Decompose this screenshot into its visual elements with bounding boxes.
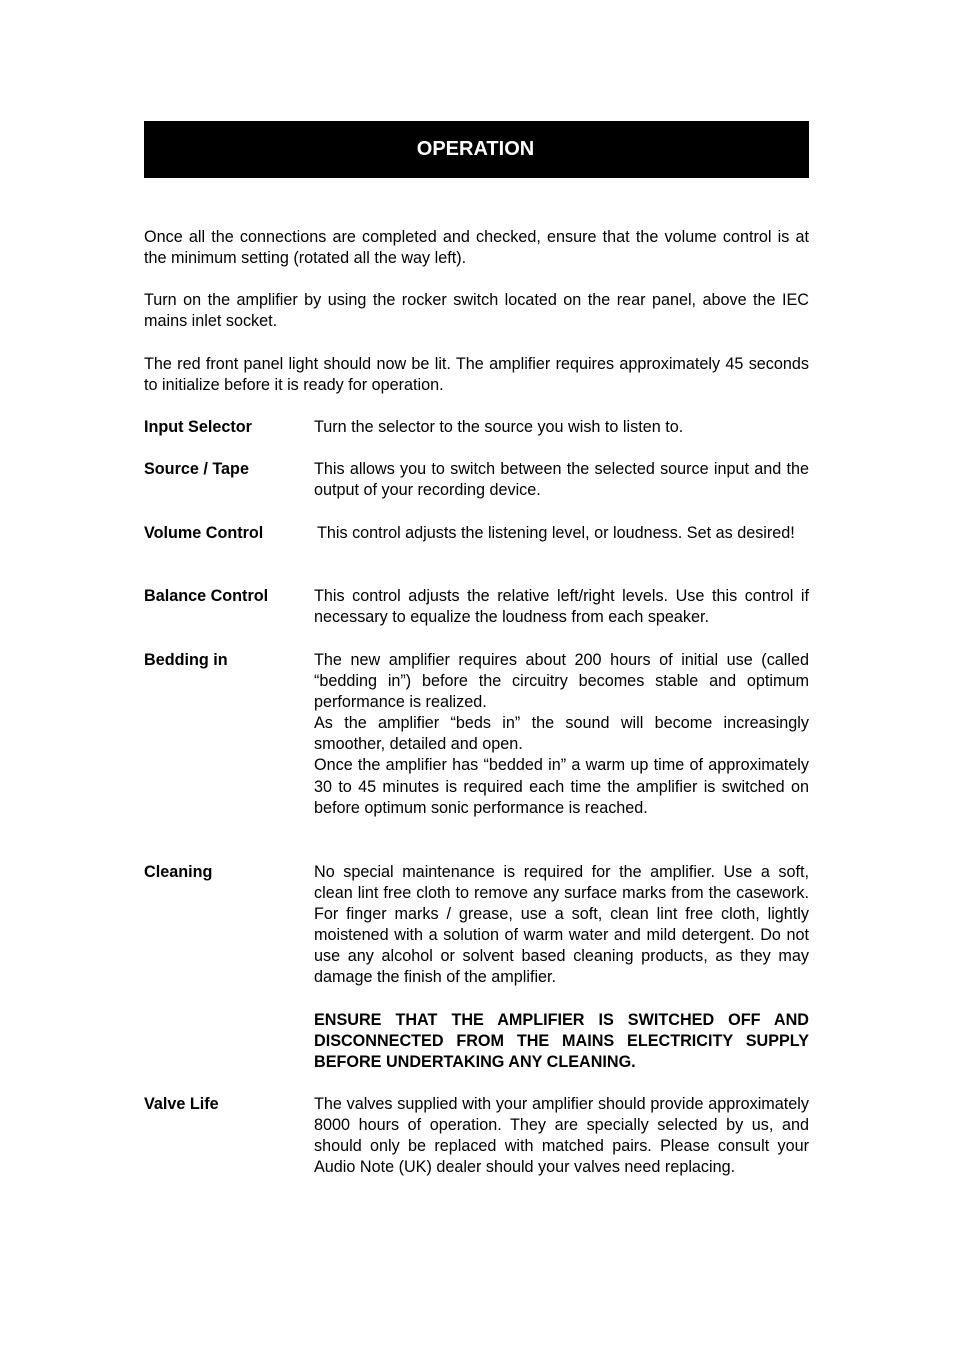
intro-paragraph-3 [144, 354, 809, 396]
desc-balance-control: This control adjusts the relative left/right levels. Use this control if necessary to equalize the loudness from each speaker. [314, 587, 809, 627]
desc-bedding-in [314, 650, 809, 819]
bedding-in-text-3: Once the amplifier has “bedded in” a warm up time of approximately 30 to 45 minutes is required each time the amplifier is switched on before optimum sonic performance is reached. [314, 756, 809, 817]
term-source-tape: Source / Tape [144, 460, 249, 478]
desc-valve-life: The valves supplied with your amplifier should provide approximately 8000 hours of operation. They are specially selected by us, and should only be replaced with matched pairs. Please consult your Audio Note (UK) dealer should your valves need replacing. [314, 1095, 809, 1177]
bedding-in-text-2: As the amplifier “beds in” the sound will become increasingly smoother, detailed and open. [314, 714, 809, 754]
term-input-selector: Input Selector [144, 418, 252, 436]
intro-text-1: Once all the connections are completed and checked, ensure that the volume control is at the minimum setting (rotated all the way left). [144, 228, 809, 268]
intro-paragraph-2 [144, 290, 809, 332]
cleaning-text: No special maintenance is required for the amplifier. Use a soft, clean lint free cloth to remove any surface marks from the casework. For finger marks / grease, use a soft, clean lint free cloth, lightly moistened with a solution of warm water and mild detergent. Do not use any alcohol or solvent based cleaning products, as they may damage the finish of the amplifier. [314, 863, 809, 987]
desc-input-selector: Turn the selector to the source you wish to listen to. [314, 418, 684, 436]
section-banner [144, 121, 809, 178]
intro-paragraph-1 [144, 227, 809, 269]
desc-cleaning [314, 862, 809, 1073]
term-volume-control: Volume Control [144, 524, 264, 542]
desc-source-tape: This allows you to switch between the selected source input and the output of your recording device. [314, 460, 809, 500]
intro-text-3: The red front panel light should now be lit. The amplifier requires approximately 45 seconds to initialize before it is ready for operation. [144, 355, 809, 395]
term-bedding-in: Bedding in [144, 651, 228, 669]
term-balance-control: Balance Control [144, 587, 269, 605]
term-cleaning: Cleaning [144, 863, 213, 881]
desc-volume-control: This control adjusts the listening level, or loudness. Set as desired! [317, 524, 795, 542]
term-valve-life: Valve Life [144, 1095, 219, 1113]
intro-text-2: Turn on the amplifier by using the rocker switch located on the rear panel, above the IEC mains inlet socket. [144, 291, 809, 331]
section-title: OPERATION [416, 137, 535, 160]
cleaning-warning: ENSURE THAT THE AMPLIFIER IS SWITCHED OFF AND DISCONNECTED FROM THE MAINS ELECTRICITY SUPPLY BEFORE UNDERTAKING ANY CLEANING. [314, 1010, 809, 1071]
bedding-in-text-1: The new amplifier requires about 200 hours of initial use (called “bedding in”) before the circuitry becomes stable and optimum performance is realized. [314, 651, 809, 712]
